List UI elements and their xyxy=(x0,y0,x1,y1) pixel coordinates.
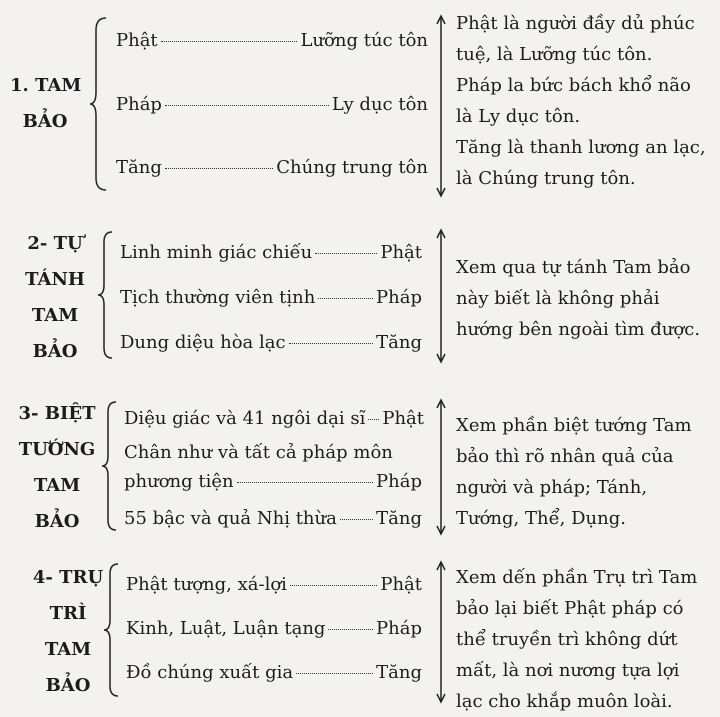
leader-dots xyxy=(165,168,273,169)
list-item-lead: Chân như và tất cả pháp môn xyxy=(124,442,393,463)
brace-icon xyxy=(96,230,116,360)
double-arrow-icon xyxy=(435,228,447,364)
double-arrow-icon xyxy=(435,14,447,198)
section-description: Xem phần biệt tướng Tam bảo thì rõ nhân quả của người và pháp; Tánh, Tướng, Thể, Dụng. xyxy=(456,415,692,529)
leader-dots xyxy=(368,419,379,420)
leader-dots xyxy=(328,629,373,630)
brace-icon xyxy=(88,16,110,192)
list-item: Phật tượng, xá-lợi Phật xyxy=(126,574,422,595)
list-item: Diệu giác và 41 ngôi dại sĩ Phật xyxy=(124,408,424,429)
leader-dots xyxy=(340,519,373,520)
list-item: Tịch thường viên tịnh Pháp xyxy=(120,287,422,308)
list-item: Pháp Ly dục tôn xyxy=(116,94,428,115)
section-title: 2- TỰ TÁNH TAM BẢO xyxy=(25,233,85,362)
leader-dots xyxy=(161,41,298,42)
section-description: Xem dến phần Trụ trì Tam bảo lại biết Phật pháp có thể truyền trì không dứt mất, là nơi nương tựa lợi lạc cho khắp muôn loài. xyxy=(456,567,698,712)
section-tu-tanh-tam-bao xyxy=(0,220,720,370)
brace-icon xyxy=(100,400,120,532)
list-item: Phật Lưỡng túc tôn xyxy=(116,30,428,51)
leader-dots xyxy=(315,253,377,254)
section-tam-bao xyxy=(0,0,720,200)
leader-dots xyxy=(289,343,374,344)
brace-icon xyxy=(102,562,122,698)
section-description: Phật là người đầy dủ phúc tuệ, là Lưỡng túc tôn. Pháp la bức bách khổ não là Ly dục tôn. Tăng là thanh lương an lạc, là Chúng trung tôn. xyxy=(456,13,706,189)
leader-dots xyxy=(237,482,373,483)
leader-dots xyxy=(165,105,329,106)
double-arrow-icon xyxy=(435,398,447,536)
section-description: Xem qua tự tánh Tam bảo này biết là không phải hướng bên ngoài tìm được. xyxy=(456,257,701,340)
list-item: phương tiện Pháp xyxy=(124,471,422,492)
leader-dots xyxy=(290,585,377,586)
section-biet-tuong-tam-bao xyxy=(0,392,720,542)
list-item: Kinh, Luật, Luận tạng Pháp xyxy=(126,618,422,639)
section-title: 4- TRỤ TRÌ TAM BẢO xyxy=(32,567,104,696)
list-item: Dung diệu hòa lạc Tăng xyxy=(120,332,422,353)
section-title: 1. TAM BẢO xyxy=(10,75,82,132)
list-item: Tăng Chúng trung tôn xyxy=(116,157,428,178)
leader-dots xyxy=(318,298,373,299)
leader-dots xyxy=(296,673,373,674)
section-tru-tri-tam-bao xyxy=(0,556,720,712)
list-item: Đồ chúng xuất gia Tăng xyxy=(126,662,422,683)
double-arrow-icon xyxy=(435,560,447,704)
list-item: 55 bậc và quả Nhị thừa Tăng xyxy=(124,508,422,529)
section-title: 3- BIỆT TƯỚNG TAM BẢO xyxy=(18,403,96,532)
list-item: Linh minh giác chiếu Phật xyxy=(120,242,422,263)
